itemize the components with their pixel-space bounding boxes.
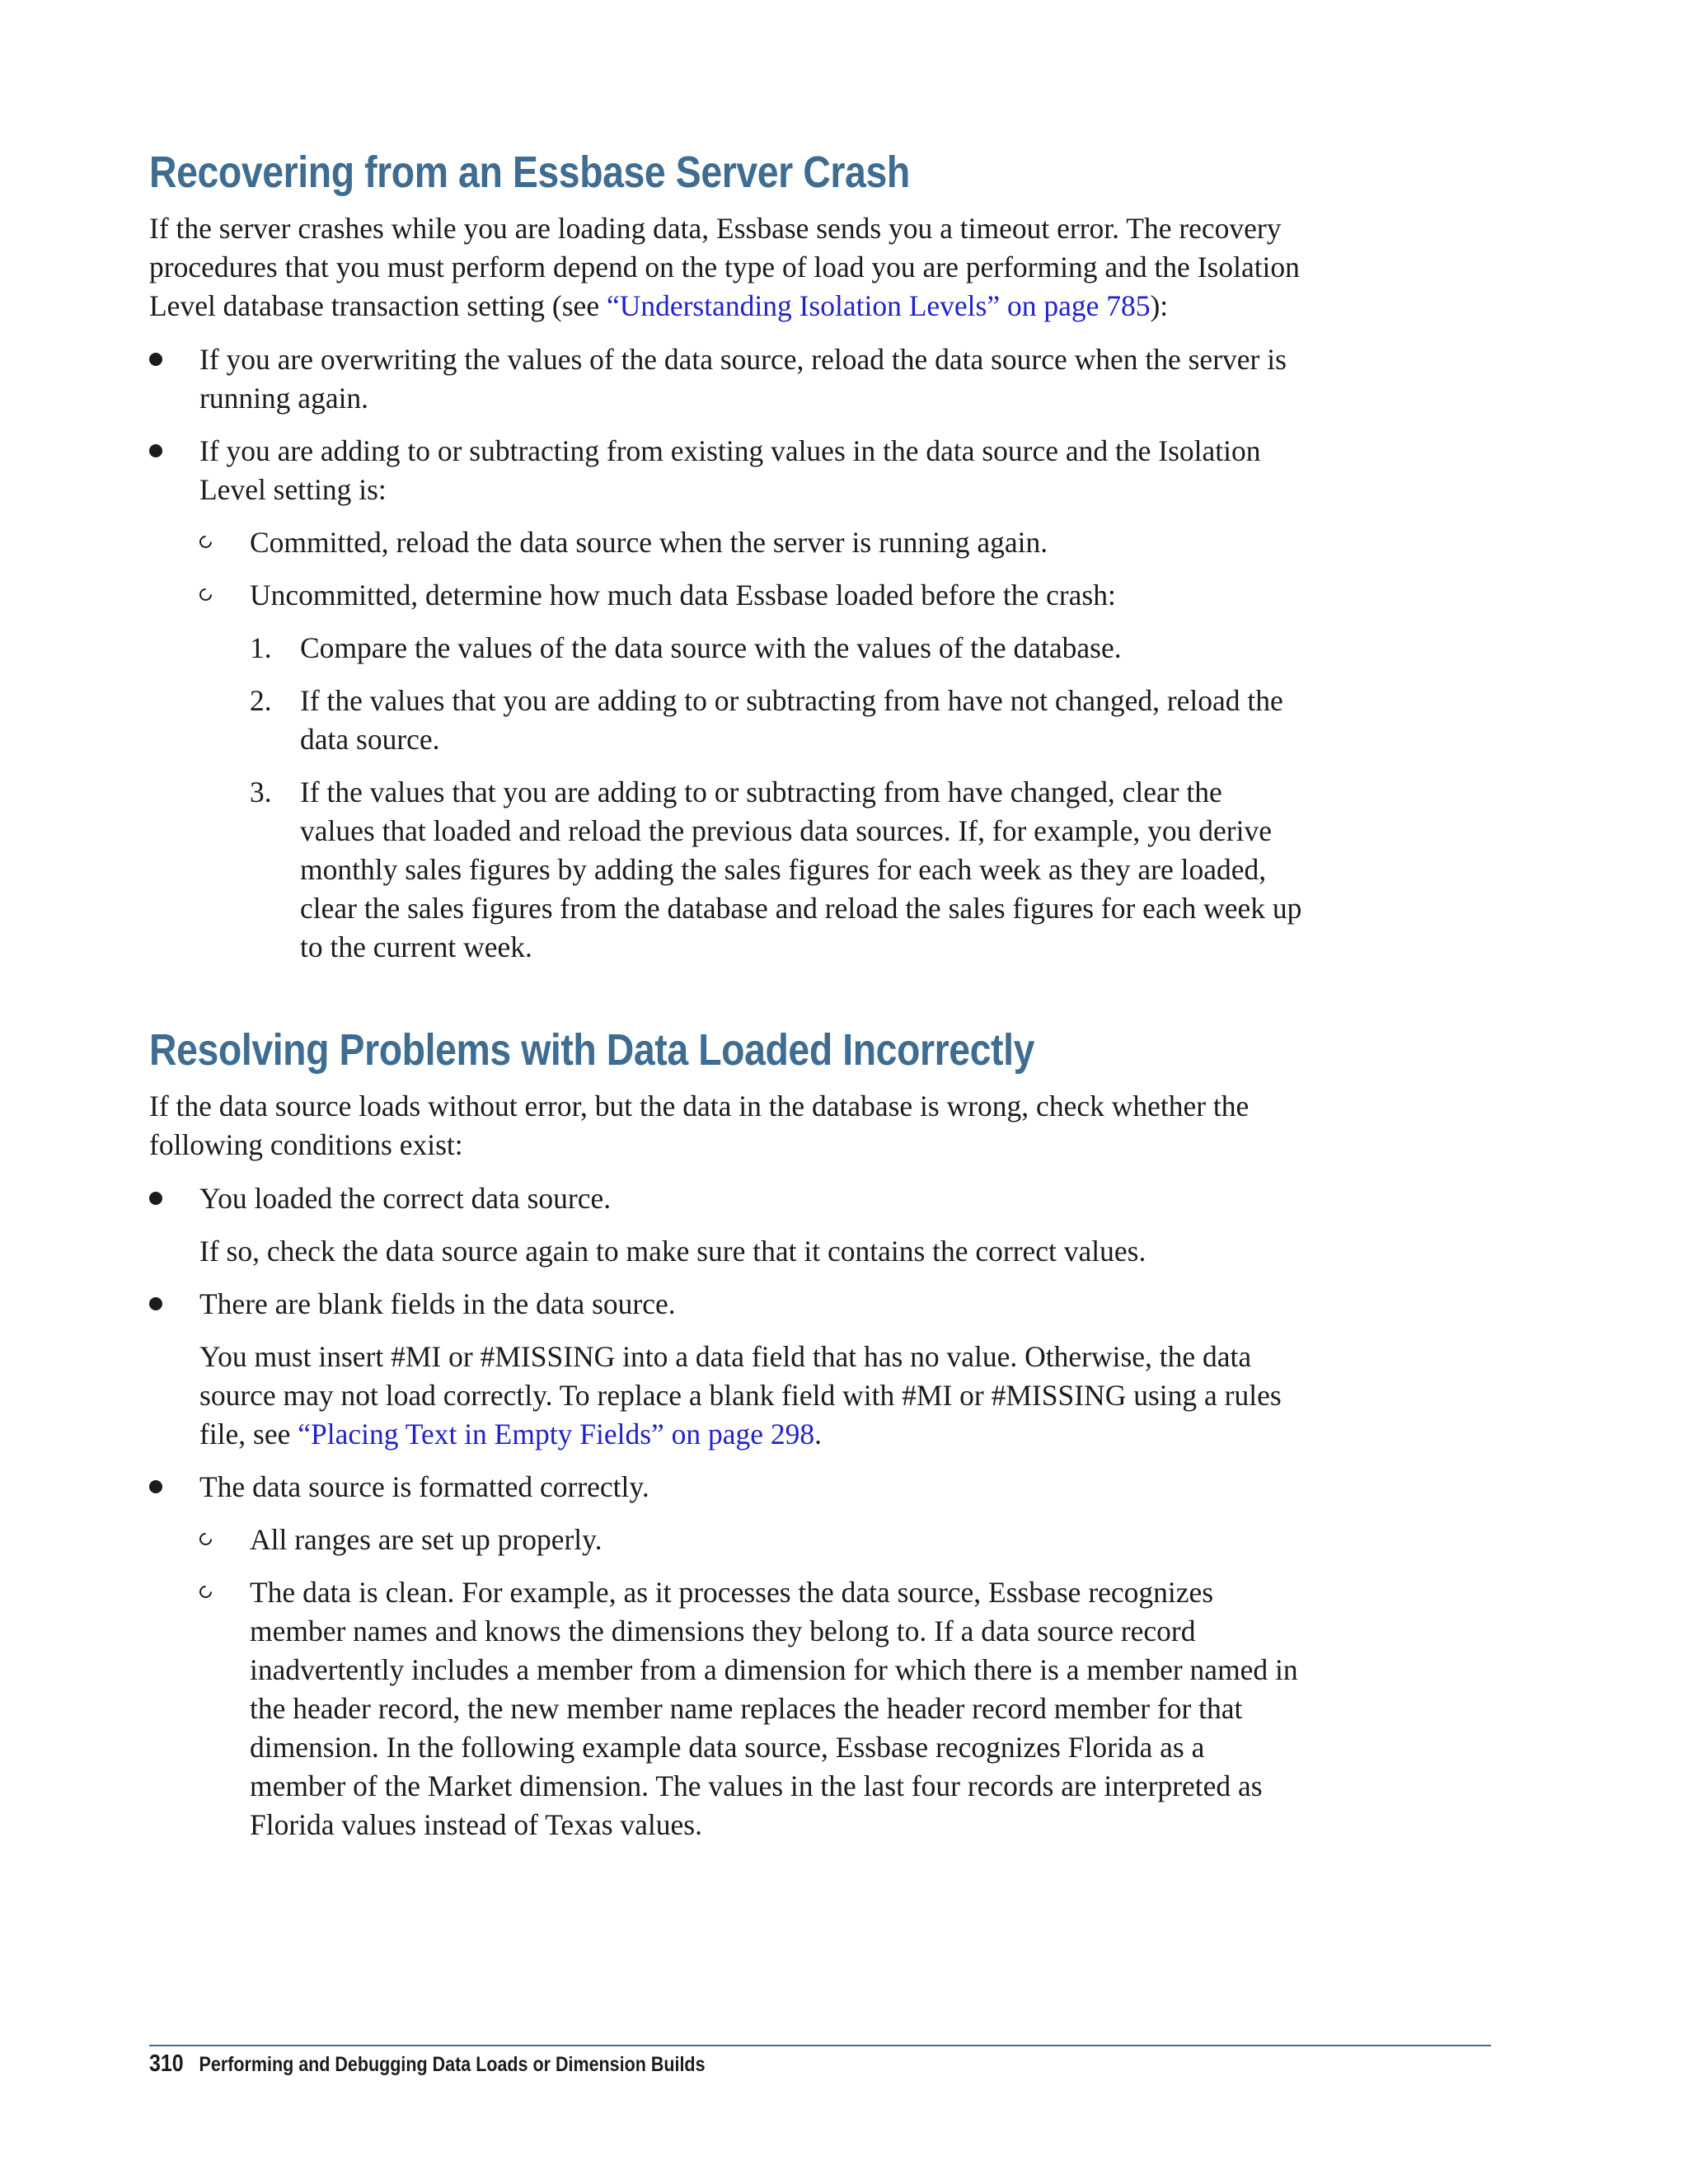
list-item xyxy=(149,1468,1303,1844)
sublist-text: All ranges are set up properly. xyxy=(250,1523,603,1556)
step-number: 3. xyxy=(250,776,272,808)
step-number: 1. xyxy=(250,631,272,664)
bullet-text: If you are adding to or subtracting from existing values in the data source and the Isolation Level setting is: xyxy=(199,434,1261,506)
section-heading-incorrect-data: Resolving Problems with Data Loaded Incorrectly xyxy=(149,1025,1034,1075)
bullet-icon xyxy=(149,353,162,366)
bullet-note xyxy=(199,1338,1303,1454)
bullet-text: You loaded the correct data source. xyxy=(199,1182,612,1215)
step-number: 2. xyxy=(250,684,272,717)
note-tail: . xyxy=(814,1418,823,1451)
footer-chapter-title: Performing and Debugging Data Loads or Dimension Builds xyxy=(199,2053,706,2076)
step-item xyxy=(250,773,1303,967)
isolation-sublist xyxy=(199,523,1303,967)
recovery-steps xyxy=(250,629,1303,967)
page-content xyxy=(149,147,1303,1858)
step-text: Compare the values of the data source with the values of the database. xyxy=(300,631,1122,664)
list-item xyxy=(149,1285,1303,1454)
hollow-bullet-icon xyxy=(199,588,212,601)
sublist-text: Uncommitted, determine how much data Essbase loaded before the crash: xyxy=(250,579,1116,612)
sublist-text: Committed, reload the data source when the server is running again. xyxy=(250,526,1048,559)
hollow-bullet-icon xyxy=(199,1533,212,1545)
bullet-icon xyxy=(149,1192,162,1205)
conditions-bullet-list xyxy=(149,1179,1303,1844)
footer-divider xyxy=(149,2045,1491,2046)
hollow-bullet-icon xyxy=(199,1586,212,1598)
step-text: If the values that you are adding to or subtracting from have changed, clear the values that loaded and reload the previous data sources. If, for example, you derive monthly sales figures by adding the sales figures for each week as they are loaded, clear the sales figures from the database and reload the sales figures for each week up to the current week. xyxy=(300,776,1302,963)
bullet-icon xyxy=(149,1480,162,1493)
intro-text: If the server crashes while you are loading data, Essbase sends you a timeout error. The recovery procedures that you must perform depend on the type of load you are performing and the Isolation Level database transaction setting (see xyxy=(149,212,1300,322)
list-item xyxy=(149,1179,1303,1271)
sublist-item xyxy=(199,523,1303,562)
step-item xyxy=(250,682,1303,759)
bullet-text: The data source is formatted correctly. xyxy=(199,1470,649,1503)
list-item xyxy=(149,432,1303,967)
bullet-icon xyxy=(149,444,162,457)
step-text: If the values that you are adding to or subtracting from have not changed, reload the data source. xyxy=(300,684,1283,756)
intro-paragraph xyxy=(149,209,1303,326)
page-number: 310 xyxy=(149,2050,184,2077)
sublist-item xyxy=(199,1521,1303,1559)
placing-text-link[interactable]: “Placing Text in Empty Fields” on page 298 xyxy=(298,1418,815,1451)
list-item xyxy=(149,340,1303,418)
intro-tail: ): xyxy=(1150,289,1169,322)
hollow-bullet-icon xyxy=(199,536,212,548)
bullet-note: If so, check the data source again to make sure that it contains the correct values. xyxy=(199,1235,1146,1268)
page-footer xyxy=(149,2050,706,2078)
step-item xyxy=(250,629,1303,668)
section-heading-server-crash: Recovering from an Essbase Server Crash xyxy=(149,148,910,197)
sublist-text: The data is clean. For example, as it processes the data source, Essbase recognizes member names and knows the dimensions they belong to. If a data source record inadvertently includes a member from a dimension for which there is a member named in the header record, the new member name replaces the header record member for that dimension. In the following example data source, Essbase recognizes Florida as a member of the Market dimension. The values in the last four records are interpreted as Florida values instead of Texas values. xyxy=(250,1576,1298,1841)
format-sublist xyxy=(199,1521,1303,1844)
sublist-item xyxy=(199,576,1303,967)
sublist-item xyxy=(199,1573,1303,1844)
section2-intro: If the data source loads without error, but the data in the database is wrong, check whether the following conditions exist: xyxy=(149,1090,1250,1161)
section-incorrect-data xyxy=(149,1024,1303,1844)
note-text: You must insert #MI or #MISSING into a data field that has no value. Otherwise, the data source may not load correctly. To replace a blank field with #MI or #MISSING using a rules file, see xyxy=(199,1340,1282,1451)
crash-bullet-list xyxy=(149,340,1303,967)
bullet-text: There are blank fields in the data source. xyxy=(199,1287,676,1320)
bullet-text: If you are overwriting the values of the data source, reload the data source when the server is running again. xyxy=(199,343,1287,415)
isolation-levels-link[interactable]: “Understanding Isolation Levels” on page 785 xyxy=(606,289,1151,322)
bullet-icon xyxy=(149,1297,162,1310)
